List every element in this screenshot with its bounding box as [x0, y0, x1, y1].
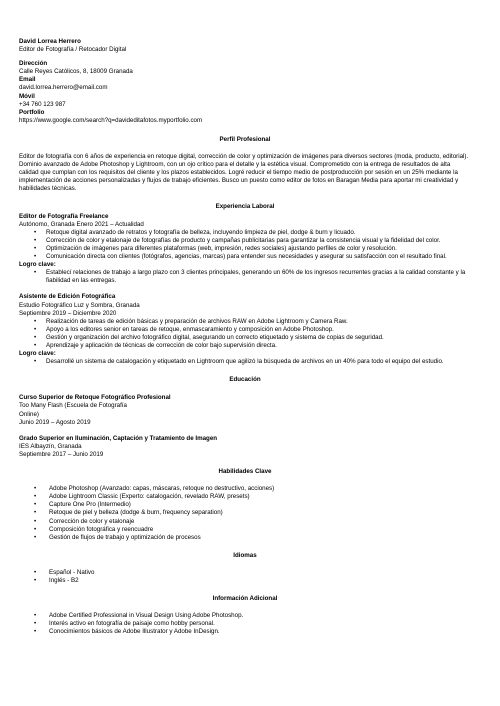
contact-section [19, 60, 471, 125]
skills-heading: Habilidades Clave [218, 468, 272, 476]
education-school: Too Many Flash (Escuela de Fotografía [19, 402, 127, 410]
email-value: david.lorrea.herrero@email.com [19, 84, 108, 92]
languages-heading: Idiomas [233, 551, 257, 559]
list-item: • Español - Nativo [34, 569, 471, 577]
list-item: • Corrección de color y etalonaje [34, 518, 471, 526]
resume-header [19, 38, 471, 54]
experience-heading: Experiencia Laboral [215, 202, 275, 210]
list-item: • Desarrollé un sistema de catalogación y etiquetado en Lightroom que agilizó la búsqueda de archivos en un 40% para todo el equipo del estudio. [34, 358, 471, 366]
list-item: • Capture One Pro (Intermedio) [34, 501, 471, 509]
education-entry [19, 394, 471, 426]
education-heading: Educación [229, 376, 261, 384]
education-title: Curso Superior de Retoque Fotográfico Profesional [19, 394, 171, 402]
job-duties-list [19, 318, 471, 350]
list-item: • Aprendizaje y aplicación de técnicas de corrección de color bajo supervisión directa. [34, 342, 471, 350]
list-item: • Adobe Lightroom Classic (Experto: catalogación, revelado RAW, presets) [34, 493, 471, 501]
achievement-label: Logro clave: [19, 261, 56, 269]
education-entry [19, 435, 471, 459]
list-item: • Gestión de flujos de trabajo y optimización de procesos [34, 534, 471, 542]
achievement-list [19, 269, 471, 285]
education-dates: Junio 2019 – Agosto 2019 [19, 418, 91, 426]
languages-list [19, 569, 471, 585]
profile-heading: Perfil Profesional [219, 135, 271, 143]
phone-label: Móvil [19, 92, 35, 100]
profile-section [19, 136, 471, 194]
list-item: • Interés activo en fotografía de paisaje como hobby personal. [34, 620, 471, 628]
job-title: Asistente de Edición Fotográfica [19, 293, 116, 301]
address-value: Calle Reyes Católicos, 8, 18009 Granada [19, 68, 133, 76]
job-meta: Autónomo, Granada Enero 2021 – Actualidad [19, 220, 144, 228]
job-entry [19, 293, 471, 366]
education-school-cont: Online) [19, 410, 39, 418]
portfolio-value: https://www.google.com/search?q=davideditafotos.myportfolio.com [19, 116, 203, 124]
phone-value: +34 760 123 987 [19, 100, 66, 108]
skills-list [19, 485, 471, 542]
additional-section [19, 595, 471, 636]
email-label: Email [19, 76, 36, 84]
job-company: Estudio Fotográfico Luz y Sombra, Granada [19, 301, 140, 309]
education-dates: Septiembre 2017 – Junio 2019 [19, 450, 104, 458]
job-entry [19, 213, 471, 286]
list-item: • Optimización de imágenes para diferentes plataformas (web, impresión, redes sociales) ajustando perfiles de color y resolución. [34, 245, 471, 253]
additional-heading: Información Adicional [212, 595, 278, 603]
list-item: • Retoque digital avanzado de retratos y fotografía de belleza, incluyendo limpieza de piel, dodge & burn y licuado. [34, 229, 471, 237]
list-item: • Inglés - B2 [34, 577, 471, 585]
list-item: • Conocimientos básicos de Adobe Illustrator y Adobe InDesign. [34, 628, 471, 636]
list-item: • Adobe Photoshop (Avanzado: capas, máscaras, retoque no destructivo, acciones) [34, 485, 471, 493]
achievement-list [19, 358, 471, 366]
list-item: • Corrección de color y etalonaje de fotografías de producto y campañas publicitarias para garantizar la consistencia visual y la fidelidad del color. [34, 237, 471, 245]
job-dates: Septiembre 2019 – Diciembre 2020 [19, 309, 117, 317]
list-item: • Comunicación directa con clientes (fotógrafos, agencias, marcas) para entender sus necesidades y asegurar su satisfacción con el resultado final. [34, 253, 471, 261]
candidate-title: Editor de Fotografía / Retocador Digital [19, 46, 127, 54]
list-item: • Retoque de piel y belleza (dodge & burn, frequency separation) [34, 509, 471, 517]
languages-section [19, 552, 471, 585]
education-title: Grado Superior en Iluminación, Captación y Tratamiento de Imagen [19, 434, 218, 442]
list-item: • Establecí relaciones de trabajo a largo plazo con 3 clientes principales, generando un 60% de los ingresos recurrentes gracias a la calidad constante y la fiabilidad en las entregas. [34, 269, 471, 285]
list-item: • Realización de tareas de edición básicas y preparación de archivos RAW en Adobe Lightroom y Camera Raw. [34, 318, 471, 326]
achievement-label: Logro clave: [19, 350, 56, 358]
list-item: • Composición fotográfica y reencuadre [34, 526, 471, 534]
portfolio-label: Portfolio [19, 108, 45, 116]
address-label: Dirección [19, 60, 48, 68]
additional-list [19, 612, 471, 636]
list-item: • Adobe Certified Professional in Visual Design Using Adobe Photoshop. [34, 612, 471, 620]
job-title: Editor de Fotografía Freelance [19, 212, 109, 220]
candidate-name: David Lorrea Herrero [19, 38, 81, 45]
education-section [19, 376, 471, 459]
list-item: • Apoyo a los editores senior en tareas de retoque, enmascaramiento y composición en Adobe Photoshop. [34, 326, 471, 334]
experience-section [19, 203, 471, 367]
skills-section [19, 468, 471, 542]
job-duties-list [19, 229, 471, 261]
list-item: • Gestión y organización del archivo fotográfico digital, asegurando un correcto etiquetado y sistema de copias de seguridad. [34, 334, 471, 342]
profile-text: Editor de fotografía con 6 años de experiencia en retoque digital, corrección de color y optimización de imágenes para diversos sectores (moda, producto, editorial). Dominio avanzado de Adobe Photoshop y Lightroom, con un ojo crítico para el detalle y la estética visual. Comprometido con la entrega de resultados de alta calidad que cumplan con los requisitos del cliente y los plazos establecidos. Logré reducir el tiempo medio de postproducción por sesión en un 25% mediante la implementación de acciones personalizadas y flujos de trabajo eficientes. Busco un puesto como editor de fotos en Baragan Media para aportar mi creatividad y habilidades técnicas. [19, 153, 469, 193]
education-school: IES Albayzín, Granada [19, 442, 82, 450]
